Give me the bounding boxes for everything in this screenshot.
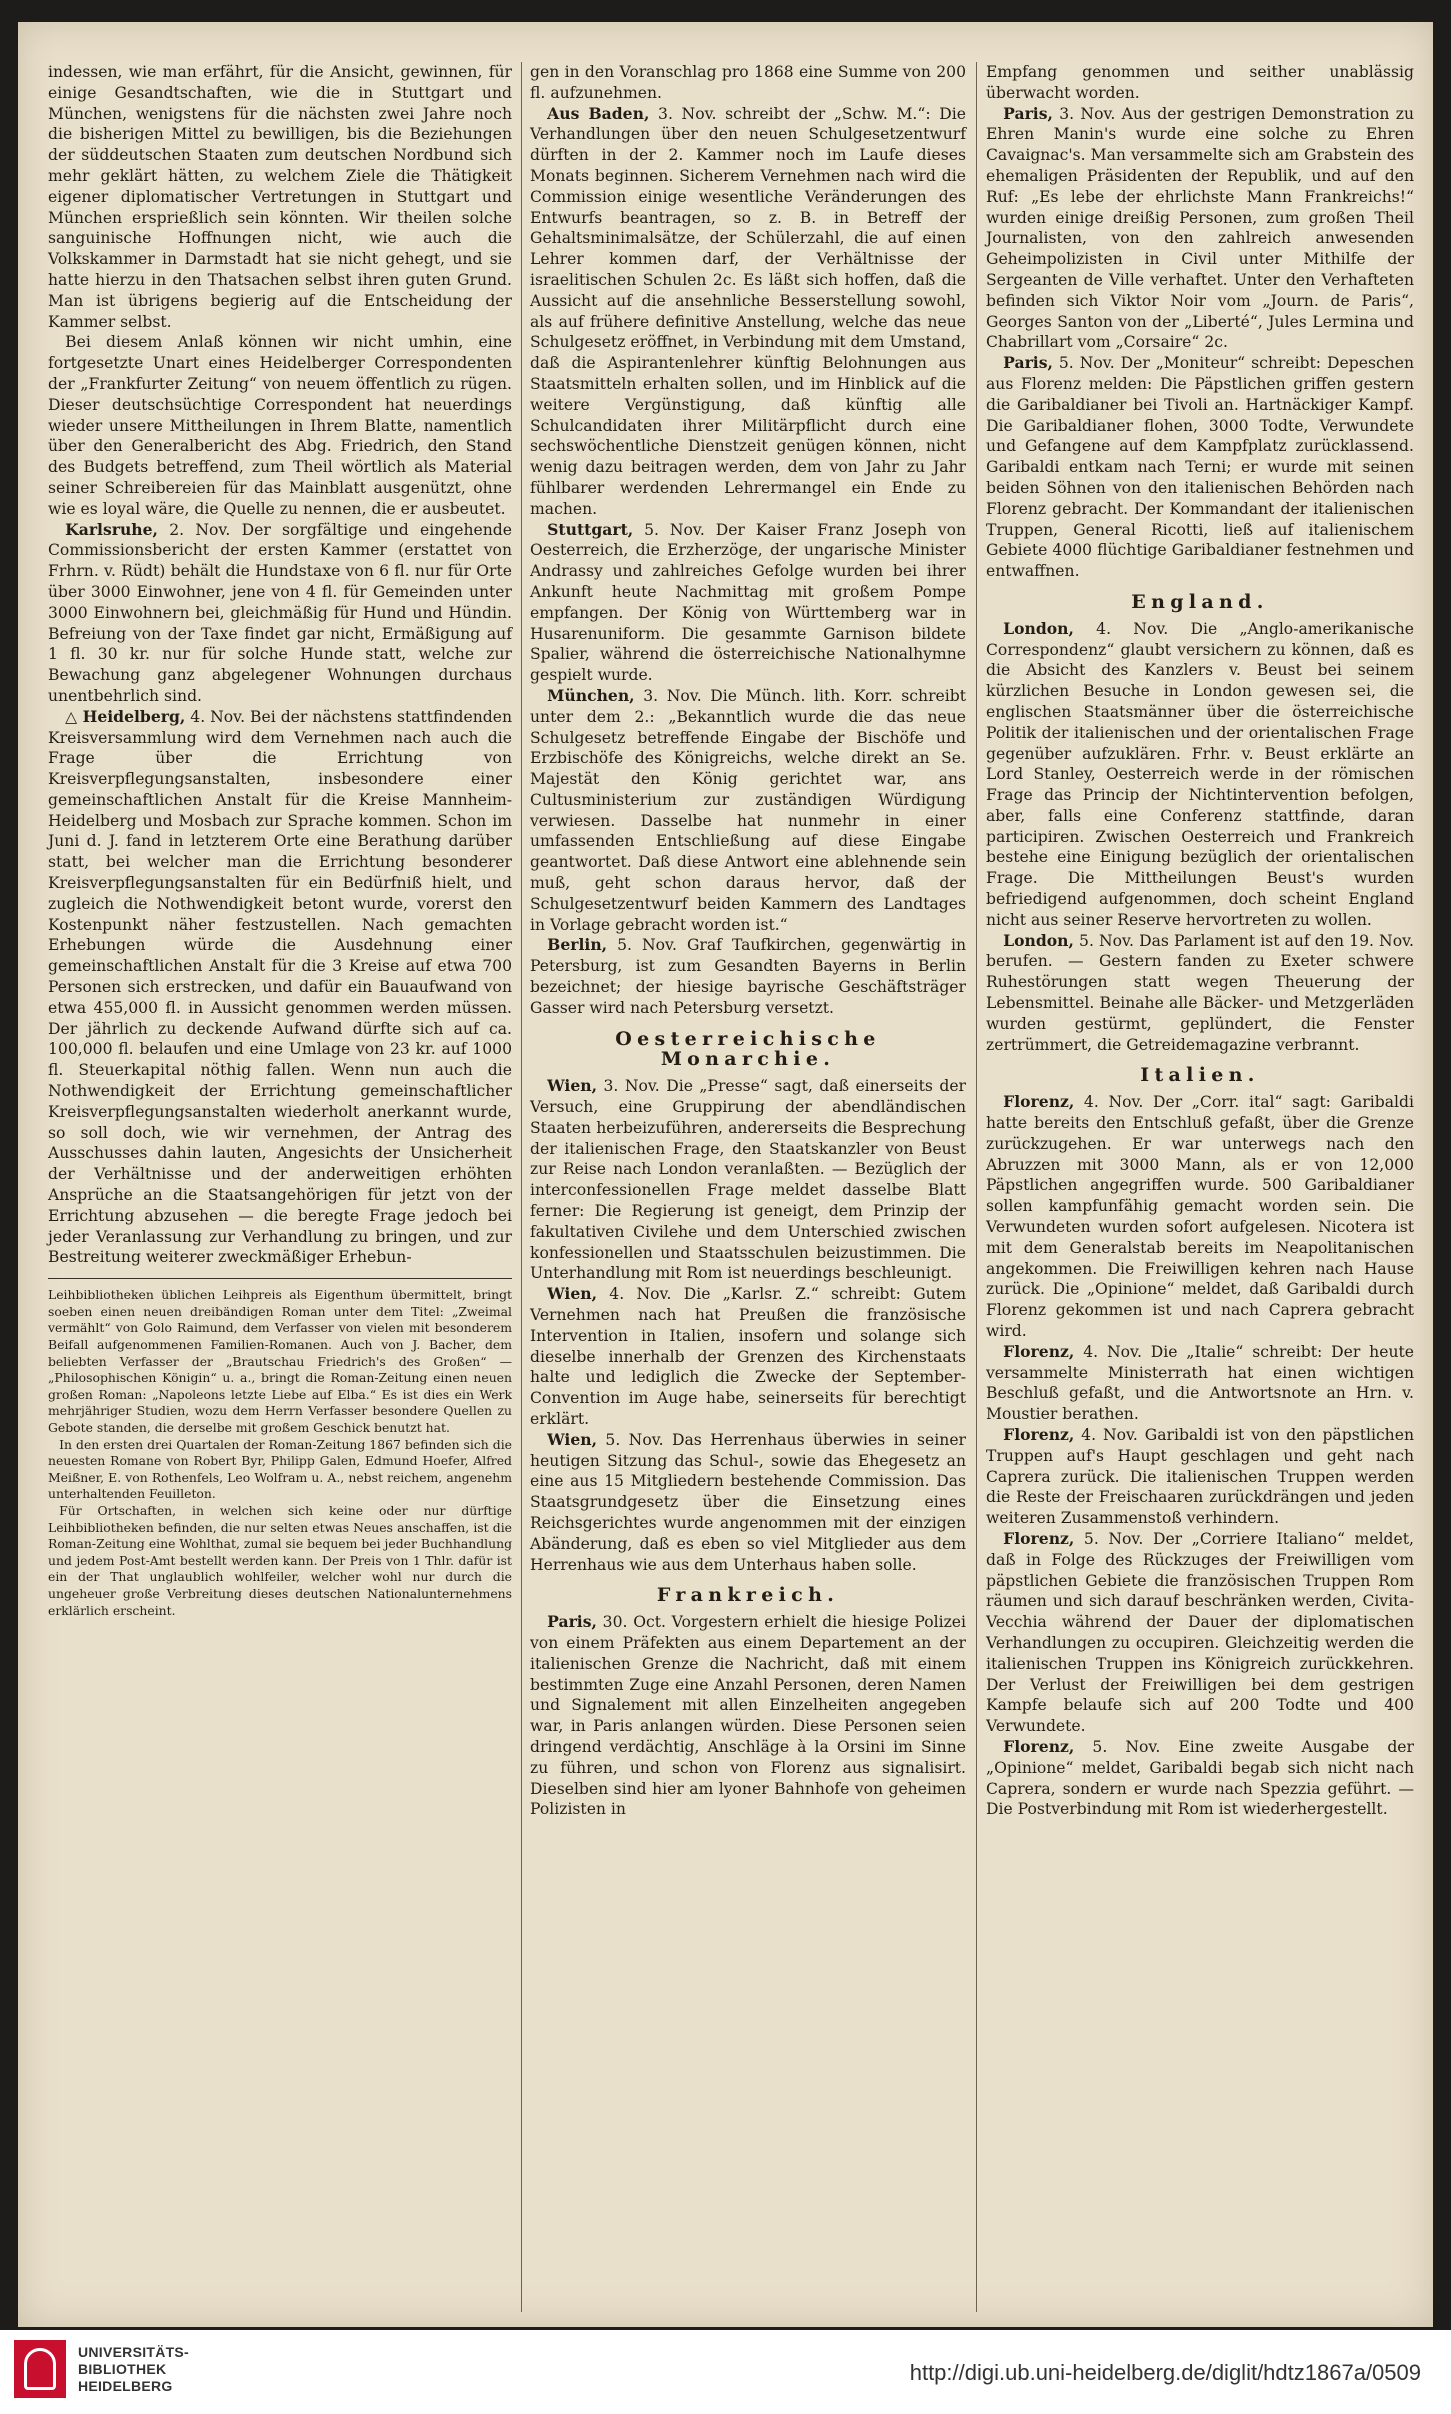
- dateline: Florenz,: [1003, 1736, 1075, 1756]
- dateline: Paris,: [1003, 103, 1053, 123]
- section-heading-oesterreich: Oesterreichische Monarchie.: [615, 1027, 881, 1071]
- divider: [48, 1278, 512, 1279]
- permalink-url[interactable]: http://digi.ub.uni-heidelberg.de/diglit/hdtz1867a/0509: [909, 2360, 1421, 2385]
- dateline: Stuttgart,: [547, 519, 634, 539]
- section-heading-frankreich: Frankreich.: [656, 1584, 840, 1607]
- article-paragraph: Bei diesem Anlaß können wir nicht umhin, eine fortgesetzte Unart eines Heidelberger Correspondenten der „Frankfurter Zeitung“ von neuem öffentlich zu rügen. Dieser deutschsüchtige Correspondent hat neuerdings wieder unsere Mittheilungen in Ihrem Blatte, namentlich über den Generalbericht des Abg. Friedrich, den Stand des Budgets betreffend, zum Theil wörtlich als Material seiner Schreibereien für das Mainblatt ausgenützt, ohne wie es loyal wäre, die Quelle zu nennen, die er ausbeutet.: [48, 333, 512, 518]
- dateline: Wien,: [547, 1284, 598, 1304]
- article-paragraph: gen in den Voranschlag pro 1868 eine Summe von 200 fl. aufzunehmen.: [530, 63, 966, 102]
- article-london: London, 4. Nov. Die „Anglo-amerikanische Correspondenz“ glaubt versichern zu können, daß es die Absicht des Kanzlers v. Beust bei seinem kürzlichen Besuche in London gewesen sei, die englischen Staatsmänner über die österreichische Politik der italienischen und der orientalischen Frage gegenüber aufzuklären. Frhr. v. Beust erklärte an Lord Stanley, Oesterreich werde in der römischen Frage das Princip der Nichtintervention befolgen, aber, falls eine Conferenz stattfinde, daran participiren. Zwischen Oesterreich und Frankreich bestehe eine Einigung bezüglich der orientalischen Frage. Die Mittheilungen Beust's wurden befriedigend aufgenommen, doch scheint England nicht aus seiner Reserve hervortreten zu wollen.: [986, 618, 1414, 929]
- article-florenz: Florenz, 4. Nov. Der „Corr. ital“ sagt: Garibaldi hatte bereits den Entschluß gefaßt, über die Grenze zurückzugehen. Er war unterwegs nach den Abruzzen mit 3000 Mann, als er von 12,000 Päpstlichen angegriffen wurde. 500 Garibaldianer sollen kampfunfähig gemacht worden sein. Die Verwundeten wurden sofort aufgelesen. Nicotera ist mit dem Generalstab bereits im Neapolitanischen angekommen. Die Freiwilligen kehren nach Hause zurück. Die „Opinione“ meldet, daß Garibaldi durch Florenz gekommen ist und nach Caprera gebracht wird.: [986, 1092, 1414, 1341]
- article-wien: Wien, 3. Nov. Die „Presse“ sagt, daß einerseits der Versuch, eine Gruppirung der abendländischen Staaten herbeizuführen, andererseits die Besprechung der italienischen Frage, den Staatskanzler von Beust zur Reise nach London veranlaßten. — Bezüglich der interconfessionellen Frage meldet dasselbe Blatt ferner: Die Regierung ist geneigt, dem Prinzip der fakultativen Civilehe und dem Unterschied zwischen konfessionellen und Staatsschulen beizustimmen. Die Unterhandlung mit Rom ist neuerdings beschleunigt.: [530, 1076, 966, 1283]
- dateline: Aus Baden,: [547, 103, 650, 123]
- dateline: München,: [547, 685, 635, 705]
- article-paris: Paris, 5. Nov. Der „Moniteur“ schreibt: Depeschen aus Florenz melden: Die Päpstlichen griffen gestern die Garibaldianer bei Tivoli an. Hartnäckiger Kampf. Die Garibaldianer flohen, 3000 Todte, Verwundete und Gefangene auf dem Kampfplatz zurücklassend. Garibaldi entkam nach Terni; er wurde mit seinen beiden Söhnen von den italienischen Behörden nach Florenz gebracht. Der Kommandant der italienischen Truppen, General Ricotti, ließ auf italienischem Gebiete 4000 flüchtige Garibaldianer festnehmen und entwaffnen.: [986, 353, 1414, 581]
- article-heidelberg: △ Heidelberg, 4. Nov. Bei der nächstens stattfindenden Kreisversammlung wird dem Vernehmen nach auch die Frage über die Errichtung von Kreisverpflegungsanstalten, insbesondere einer gemeinschaftlichen Anstalt für die Kreise Mannheim-Heidelberg und Mosbach zur Sprache kommen. Schon im Juni d. J. fand in letzterem Orte eine Berathung darüber statt, bei welcher man die Errichtung besonderer Kreisverpflegungsanstalten für ein Bedürfniß hielt, und zugleich die Nothwendigkeit betont wurde, vorerst den Kostenpunkt näher festzustellen. Nach gemachten Erhebungen würde die Ausdehnung einer gemeinschaftlichen Anstalt für die 3 Kreise auf etwa 700 Personen sich erstrecken, und dafür ein Bauaufwand von etwa 455,000 fl. in Aussicht genommen werden müssen. Der jährlich zu deckende Aufwand dürfte sich auf ca. 100,000 fl. belaufen und eine Umlage von 23 kr. auf 1000 fl. Steuerkapital nöthig fallen. Wenn nun auch die Nothwendigkeit der Errichtung gemeinschaftlicher Kreisverpflegungsanstalten wiederholt anerkannt wurde, so soll doch, wie wir vernehmen, der Antrag des Ausschusses dahin lauten, Angesichts der Unsicherheit der Verhältnisse und der anderweitigen erhöhten Ansprüche an die Staatsangehörigen für jetzt von der Errichtung abzusehen — die beregte Frage jedoch bei jeder Veranlassung zur Verhandlung zu bringen, und zur Bestreitung weiterer zweckmäßiger Erhebun-: [48, 706, 512, 1267]
- library-name: UNIVERSITÄTS- BIBLIOTHEK HEIDELBERG: [78, 2344, 189, 2394]
- dateline: Florenz,: [1003, 1092, 1075, 1112]
- section-heading-italien: Italien.: [1140, 1064, 1260, 1087]
- article-florenz: Florenz, 4. Nov. Die „Italie“ schreibt: Der heute versammelte Ministerrath hat einen wichtigen Beschluß gefaßt, und die Antwortsnote an Hrn. v. Moustier berathen.: [986, 1341, 1414, 1424]
- article-wien: Wien, 5. Nov. Das Herrenhaus überwies in seiner heutigen Sitzung das Schul-, sowie das Ehegesetz an eine aus 15 Mitgliedern bestehende Commission. Das Staatsgrundgesetz über die Einsetzung eines Reichsgerichtes wurde angenommen mit der einzigen Abänderung, daß es eben so viel Mitglieder aus dem Herrenhaus wie aus dem Unterhaus haben solle.: [530, 1429, 966, 1574]
- newspaper-page: [18, 22, 1433, 2327]
- dateline: Florenz,: [1003, 1341, 1075, 1361]
- article-florenz: Florenz, 5. Nov. Eine zweite Ausgabe der „Opinione“ meldet, Garibaldi begab sich nicht nach Caprera, sondern er wurde nach Spezzia geführt. — Die Postverbindung mit Rom ist wiederhergestellt.: [986, 1736, 1414, 1819]
- article-karlsruhe: Karlsruhe, 2. Nov. Der sorgfältige und eingehende Commissionsbericht der ersten Kammer (erstattet von Frhrn. v. Rüdt) behält die Hundstaxe von 6 fl. nur für Orte über 3000 Einwohner, jene von 4 fl. für Gemeinden unter 3000 Einwohnern bei, gleichmäßig für Hund und Hündin. Befreiung von der Taxe findet gar nicht, Ermäßigung auf 1 fl. 30 kr. nur für solche Hunde statt, welche zur Bewachung ganz abgelegener Wohnungen durchaus unentbehrlich sind.: [48, 519, 512, 705]
- dateline: Paris,: [1003, 353, 1053, 373]
- dateline: Florenz,: [1003, 1425, 1075, 1444]
- dateline: Paris,: [547, 1612, 597, 1632]
- article-florenz: Florenz, 4. Nov. Garibaldi ist von den päpstlichen Truppen auf's Haupt geschlagen und geht nach Caprera zurück. Die italienischen Truppen werden die Reste der Freischaaren zurückdrängen und jeden weiteren Zusammenstoß verhindern.: [986, 1425, 1414, 1528]
- ad-paragraph: In den ersten drei Quartalen der Roman-Zeitung 1867 befinden sich die neuesten Romane von Robert Byr, Philipp Galen, Edmund Hoefer, Alfred Meißner, E. von Rothenfels, Leo Wolfram u. A., nebst reichem, angenehm unterhaltenden Feuilleton.: [48, 1436, 512, 1502]
- dateline: Wien,: [547, 1076, 598, 1096]
- dateline: △ Heidelberg,: [65, 706, 186, 726]
- article-muenchen: München, 3. Nov. Die Münch. lith. Korr. schreibt unter dem 2.: „Bekanntlich wurde die das neue Schulgesetz betreffende Eingabe der Bischöfe und Erzbischöfe des Königreichs, welche direkt an Se. Majestät den König gerichtet war, ans Cultusministerium zur zuständigen Würdigung verwiesen. Dasselbe hat nunmehr in einer umfassenden Entschließung auf diese Eingabe geantwortet. Daß diese Antwort eine ablehnende sein muß, geht schon daraus hervor, daß der Schulgesetzentwurf beiden Kammern des Landtages in Vorlage gebracht worden ist.“: [530, 685, 966, 934]
- dateline: Wien,: [547, 1429, 598, 1449]
- article-baden: Aus Baden, 3. Nov. schreibt der „Schw. M.“: Die Verhandlungen über den neuen Schulgesetzentwurf dürften in der 2. Kammer noch im Laufe dieses Monats beginnen. Sicherem Vernehmen nach wird die Commission einige wesentliche Veränderungen des Entwurfs beantragen, so z. B. in Betreff der Gehaltsminimalsätze, der Schülerzahl, die auf einen Lehrer kommen darf, der Verhältnisse der israelitischen Schulen 2c. Es läßt sich hoffen, daß die Aussicht auf die ansehnliche Besserstellung sowohl, als auf frühere definitive Anstellung, welche das neue Schulgesetz eröffnet, in Verbindung mit dem Umstand, daß die Aspirantenlehrer künftig Belohnungen aus Staatsmitteln erhalten sollen, und im Hinblick auf die weitere Vergünstigung, daß künftig alle Schulcandidaten ihrer Militärpflicht durch eine sechswöchentliche Dienstzeit genügen können, nicht wenig dazu beitragen werden, dem von Jahr zu Jahr fühlbarer werdenden Lehrermangel ein Ende zu machen.: [530, 103, 966, 518]
- dateline: Karlsruhe,: [65, 519, 158, 539]
- column-rule: [521, 62, 522, 2312]
- dateline: Berlin,: [547, 935, 608, 955]
- article-paragraph: Empfang genommen und seither unablässig überwacht worden.: [986, 63, 1414, 102]
- dateline: Florenz,: [1003, 1528, 1075, 1548]
- article-paragraph: indessen, wie man erfährt, für die Ansicht, gewinnen, für einige Gesandtschaften, wie die in Stuttgart und München, wenigstens für die nächsten zwei Jahre noch die bisherigen Mittel zu bewilligen, bis die Beziehungen der süddeutschen Staaten zum deutschen Nordbund sich mehr geklärt hätten, zu welchem Ziele die Thätigkeit eigener diplomatischer Vertretungen in Stuttgart und München ersprießlich sein könnten. Wir theilen solche sanguinische Hoffnungen nicht, wie auch die Volkskammer in Darmstadt hat sie nicht gehegt, und sie hatte hierzu in den Thatsachen selbst ihren guten Grund. Man ist übrigens begierig auf die Entscheidung der Kammer selbst.: [48, 63, 512, 331]
- article-berlin: Berlin, 5. Nov. Graf Taufkirchen, gegenwärtig in Petersburg, ist zum Gesandten Bayerns in Berlin bezeichnet; der hiesige bayrische Geschäftsträger Gasser wird nach Petersburg versetzt.: [530, 935, 966, 1017]
- digitization-footer: [0, 2330, 1451, 2414]
- column-rule: [976, 62, 977, 2312]
- article-stuttgart: Stuttgart, 5. Nov. Der Kaiser Franz Joseph von Oesterreich, die Erzherzöge, der ungarische Minister Andrassy und zahlreiches Gefolge wurden bei ihrer Ankunft heute Nachmittag mit großem Pompe empfangen. Der König von Württemberg war in Husarenuniform. Die gesammte Garnison bildete Spalier, während die österreichische Nationalhymne gespielt wurde.: [530, 519, 966, 685]
- ad-paragraph: Leihbibliotheken üblichen Leihpreis als Eigenthum übermittelt, bringt soeben einen neuen dreibändigen Roman unter dem Titel: „Zweimal vermählt“ von Golo Raimund, dem Verfasser von vielen mit besonderem Beifall aufgenommenen Familien-Romanen. Auch von J. Bacher, dem beliebten Verfasser der „Brautschau Friedrich's des Großen“ — „Philosophischen Königin“ u. a., bringt die Roman-Zeitung einen neuen großen Roman: „Napoleons letzte Liebe auf Elba.“ Es ist dies ein Werk mehrjähriger Studien, wozu dem Herrn Verfasser besondere Quellen zu Gebote standen, die derselbe mit großem Geschick benutzt hat.: [48, 1287, 512, 1435]
- dateline: London,: [1003, 618, 1074, 638]
- column-3: [986, 62, 1414, 1820]
- dateline: London,: [1003, 930, 1074, 950]
- university-library-logo-icon: [14, 2340, 66, 2398]
- article-paris: Paris, 30. Oct. Vorgestern erhielt die hiesige Polizei von einem Präfekten aus einem Departement an der italienischen Grenze die Nachricht, daß mit einem bestimmten Zuge eine Anzahl Personen, deren Namen und Signalement mit allen Einzelheiten angegeben war, in Paris anlangen würden. Diese Personen seien dringend verdächtig, Anschläge à la Orsini im Sinne zu führen, und schon von Florenz aus signalisirt. Dieselben sind hier am lyoner Bahnhofe von geheimen Polizisten in: [530, 1612, 966, 1819]
- section-heading-england: England.: [1131, 590, 1269, 613]
- article-wien: Wien, 4. Nov. Die „Karlsr. Z.“ schreibt: Gutem Vernehmen nach hat Preußen die französische Intervention in Italien, insofern und solange sich dieselbe innerhalb der Grenzen des Kirchenstaats halte und lediglich die Zwecke der September-Convention im Auge habe, seinerseits für berechtigt erklärt.: [530, 1284, 966, 1428]
- column-1: [48, 62, 512, 1619]
- article-paris: Paris, 3. Nov. Aus der gestrigen Demonstration zu Ehren Manin's wurde eine solche zu Ehren Cavaignac's. Man versammelte sich am Grabstein des ehemaligen Präsidenten der Republik, und auf den Ruf: „Es lebe der ehrlichste Mann Frankreichs!“ wurden einige dreißig Personen, zum großen Theil Journalisten, von den zahlreich anwesenden Geheimpolizisten in Civil unter Mithilfe der Sergeanten de Ville verhaftet. Unter den Verhafteten befinden sich Viktor Noir vom „Journ. de Paris“, Georges Santon von der „Liberté“, Jules Lermina und Chabrillart vom „Corsaire“ 2c.: [986, 103, 1414, 352]
- article-florenz: Florenz, 5. Nov. Der „Corriere Italiano“ meldet, daß in Folge des Rückzuges der Freiwilligen vom päpstlichen Gebiete die französischen Truppen Rom räumen und sich darauf beschränken werden, Civita-Vecchia während der Dauer der diplomatischen Verhandlungen zu occupiren. Gleichzeitig werden die italienischen Truppen ins Königreich zurückkehren. Der Verlust der Freiwilligen bei dem gestrigen Kampfe belaufe sich auf 200 Todte und 400 Verwundete.: [986, 1528, 1414, 1736]
- column-2: [530, 62, 966, 1820]
- advertisement-roman-zeitung: [48, 1287, 512, 1619]
- ad-paragraph: Für Ortschaften, in welchen sich keine oder nur dürftige Leihbibliotheken befinden, die nur selten etwas Neues anschaffen, ist die Roman-Zeitung eine Wohlthat, zumal sie bequem bei jeder Buchhandlung und jedem Post-Amt bestellt werden kann. Der Preis von 1 Thlr. dafür ist ein der That unglaublich wohlfeiler, welcher wohl nur durch die ungeheuer große Verbreitung dieses deutschen Nationalunternehmens erklärlich erscheint.: [48, 1502, 512, 1618]
- article-london: London, 5. Nov. Das Parlament ist auf den 19. Nov. berufen. — Gestern fanden zu Exeter schwere Ruhestörungen statt wegen Theuerung der Lebensmittel. Beinahe alle Bäcker- und Metzgerläden wurden gestürmt, geplündert, die Fenster zertrümmert, die Getreidemagazine verbrannt.: [986, 930, 1414, 1054]
